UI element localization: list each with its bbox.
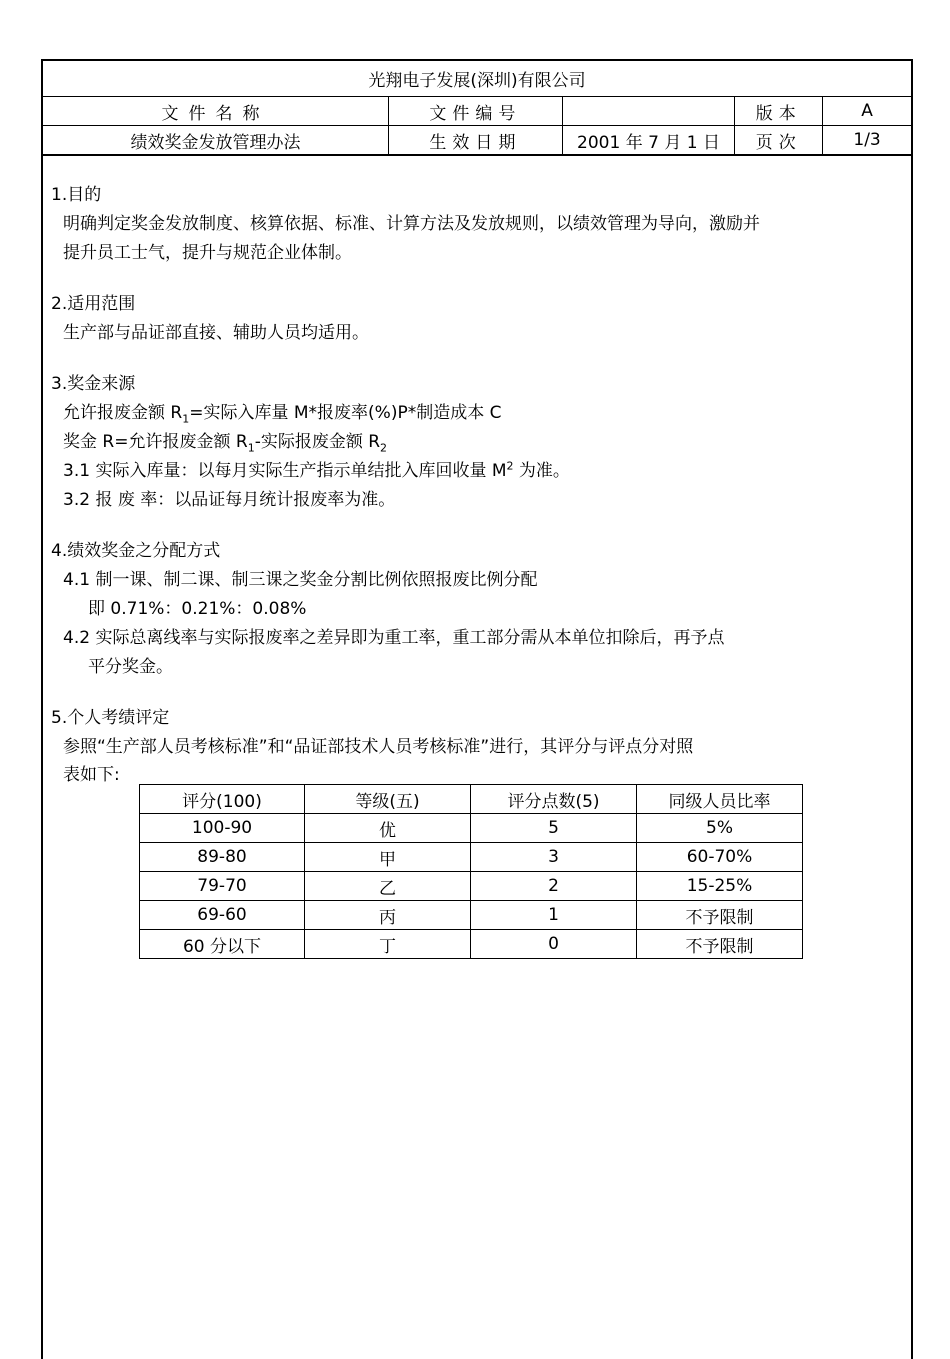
table-row xyxy=(140,930,803,959)
table-cell: 15-25% xyxy=(637,872,803,901)
doc-name-label: 文件名称 xyxy=(42,97,389,126)
section-3-title: 3.奖金来源 xyxy=(51,374,136,394)
table-cell: 69-60 xyxy=(140,901,305,930)
table-cell: 0 xyxy=(471,930,637,959)
table-row xyxy=(140,872,803,901)
effective-date-label: 生效日期 xyxy=(389,126,563,156)
company-name: 光翔电子发展(深圳)有限公司 xyxy=(42,60,912,97)
section-3-2: 3.2 报 废 率：以品证每月统计报废率为准。 xyxy=(63,490,396,510)
version-value: A xyxy=(823,97,912,126)
table-row xyxy=(140,814,803,843)
table-cell: 60 分以下 xyxy=(140,930,305,959)
table-header: 等级(五) xyxy=(305,785,471,814)
section-4-2-cont: 平分奖金。 xyxy=(88,657,173,677)
table-header: 评分(100) xyxy=(140,785,305,814)
formula-bonus: 奖金 R=允许报废金额 $R_1-$实际报废金额 $R_2$ xyxy=(63,432,388,455)
effective-date-value: 2001 年 7 月 1 日 xyxy=(562,126,735,156)
section-5-line-2: 表如下: xyxy=(63,765,120,785)
formula-allowed-scrap: 允许报废金额 $R_1=$实际入库量 M*报废率(%)P*制造成本 C xyxy=(63,403,502,426)
section-1-line-2: 提升员工士气，提升与规范企业体制。 xyxy=(63,243,352,263)
table-header-row xyxy=(140,785,803,814)
section-4-1-ratio: 即 0.71%：0.21%：0.08% xyxy=(88,599,307,619)
section-5-line-1: 参照“生产部人员考核标准”和“品证部技术人员考核标准”进行，其评分与评点分对照 xyxy=(63,737,694,757)
doc-no-label: 文件编号 xyxy=(389,97,563,126)
section-5-title: 5.个人考绩评定 xyxy=(51,708,170,728)
table-cell: 100-90 xyxy=(140,814,305,843)
table-cell: 60-70% xyxy=(637,843,803,872)
section-1-line-1: 明确判定奖金发放制度、核算依据、标准、计算方法及发放规则，以绩效管理为导向，激励并 xyxy=(63,214,760,234)
table-cell: 丙 xyxy=(305,901,471,930)
section-2-line-1: 生产部与品证部直接、辅助人员均适用。 xyxy=(63,323,369,343)
section-4-2: 4.2 实际总离线率与实际报废率之差异即为重工率，重工部分需从本单位扣除后，再予点 xyxy=(63,628,725,648)
table-cell: 乙 xyxy=(305,872,471,901)
table-cell: 1 xyxy=(471,901,637,930)
page-number: 1/3 xyxy=(823,126,912,156)
table-cell: 优 xyxy=(305,814,471,843)
doc-title: 绩效奖金发放管理办法 xyxy=(42,126,389,156)
table-cell: 3 xyxy=(471,843,637,872)
version-label: 版本 xyxy=(735,97,823,126)
table-row xyxy=(140,843,803,872)
table-cell: 79-70 xyxy=(140,872,305,901)
section-2-title: 2.适用范围 xyxy=(51,294,136,314)
document-header-table xyxy=(41,59,913,156)
page-label: 页次 xyxy=(735,126,823,156)
table-cell: 不予限制 xyxy=(637,901,803,930)
table-header: 评分点数(5) xyxy=(471,785,637,814)
table-cell: 不予限制 xyxy=(637,930,803,959)
section-3-1: 3.1 实际入库量：以每月实际生产指示单结批入库回收量 $M^2$ 为准。 xyxy=(63,459,570,481)
score-table xyxy=(139,784,803,959)
table-cell: 89-80 xyxy=(140,843,305,872)
table-cell: 丁 xyxy=(305,930,471,959)
table-cell: 5 xyxy=(471,814,637,843)
table-cell: 2 xyxy=(471,872,637,901)
table-row xyxy=(140,901,803,930)
section-4-1: 4.1 制一课、制二课、制三课之奖金分割比例依照报废比例分配 xyxy=(63,570,538,590)
doc-no-value xyxy=(562,97,735,126)
table-cell: 5% xyxy=(637,814,803,843)
table-cell: 甲 xyxy=(305,843,471,872)
table-header: 同级人员比率 xyxy=(637,785,803,814)
section-4-title: 4.绩效奖金之分配方式 xyxy=(51,541,221,561)
section-1-title: 1.目的 xyxy=(51,185,102,205)
